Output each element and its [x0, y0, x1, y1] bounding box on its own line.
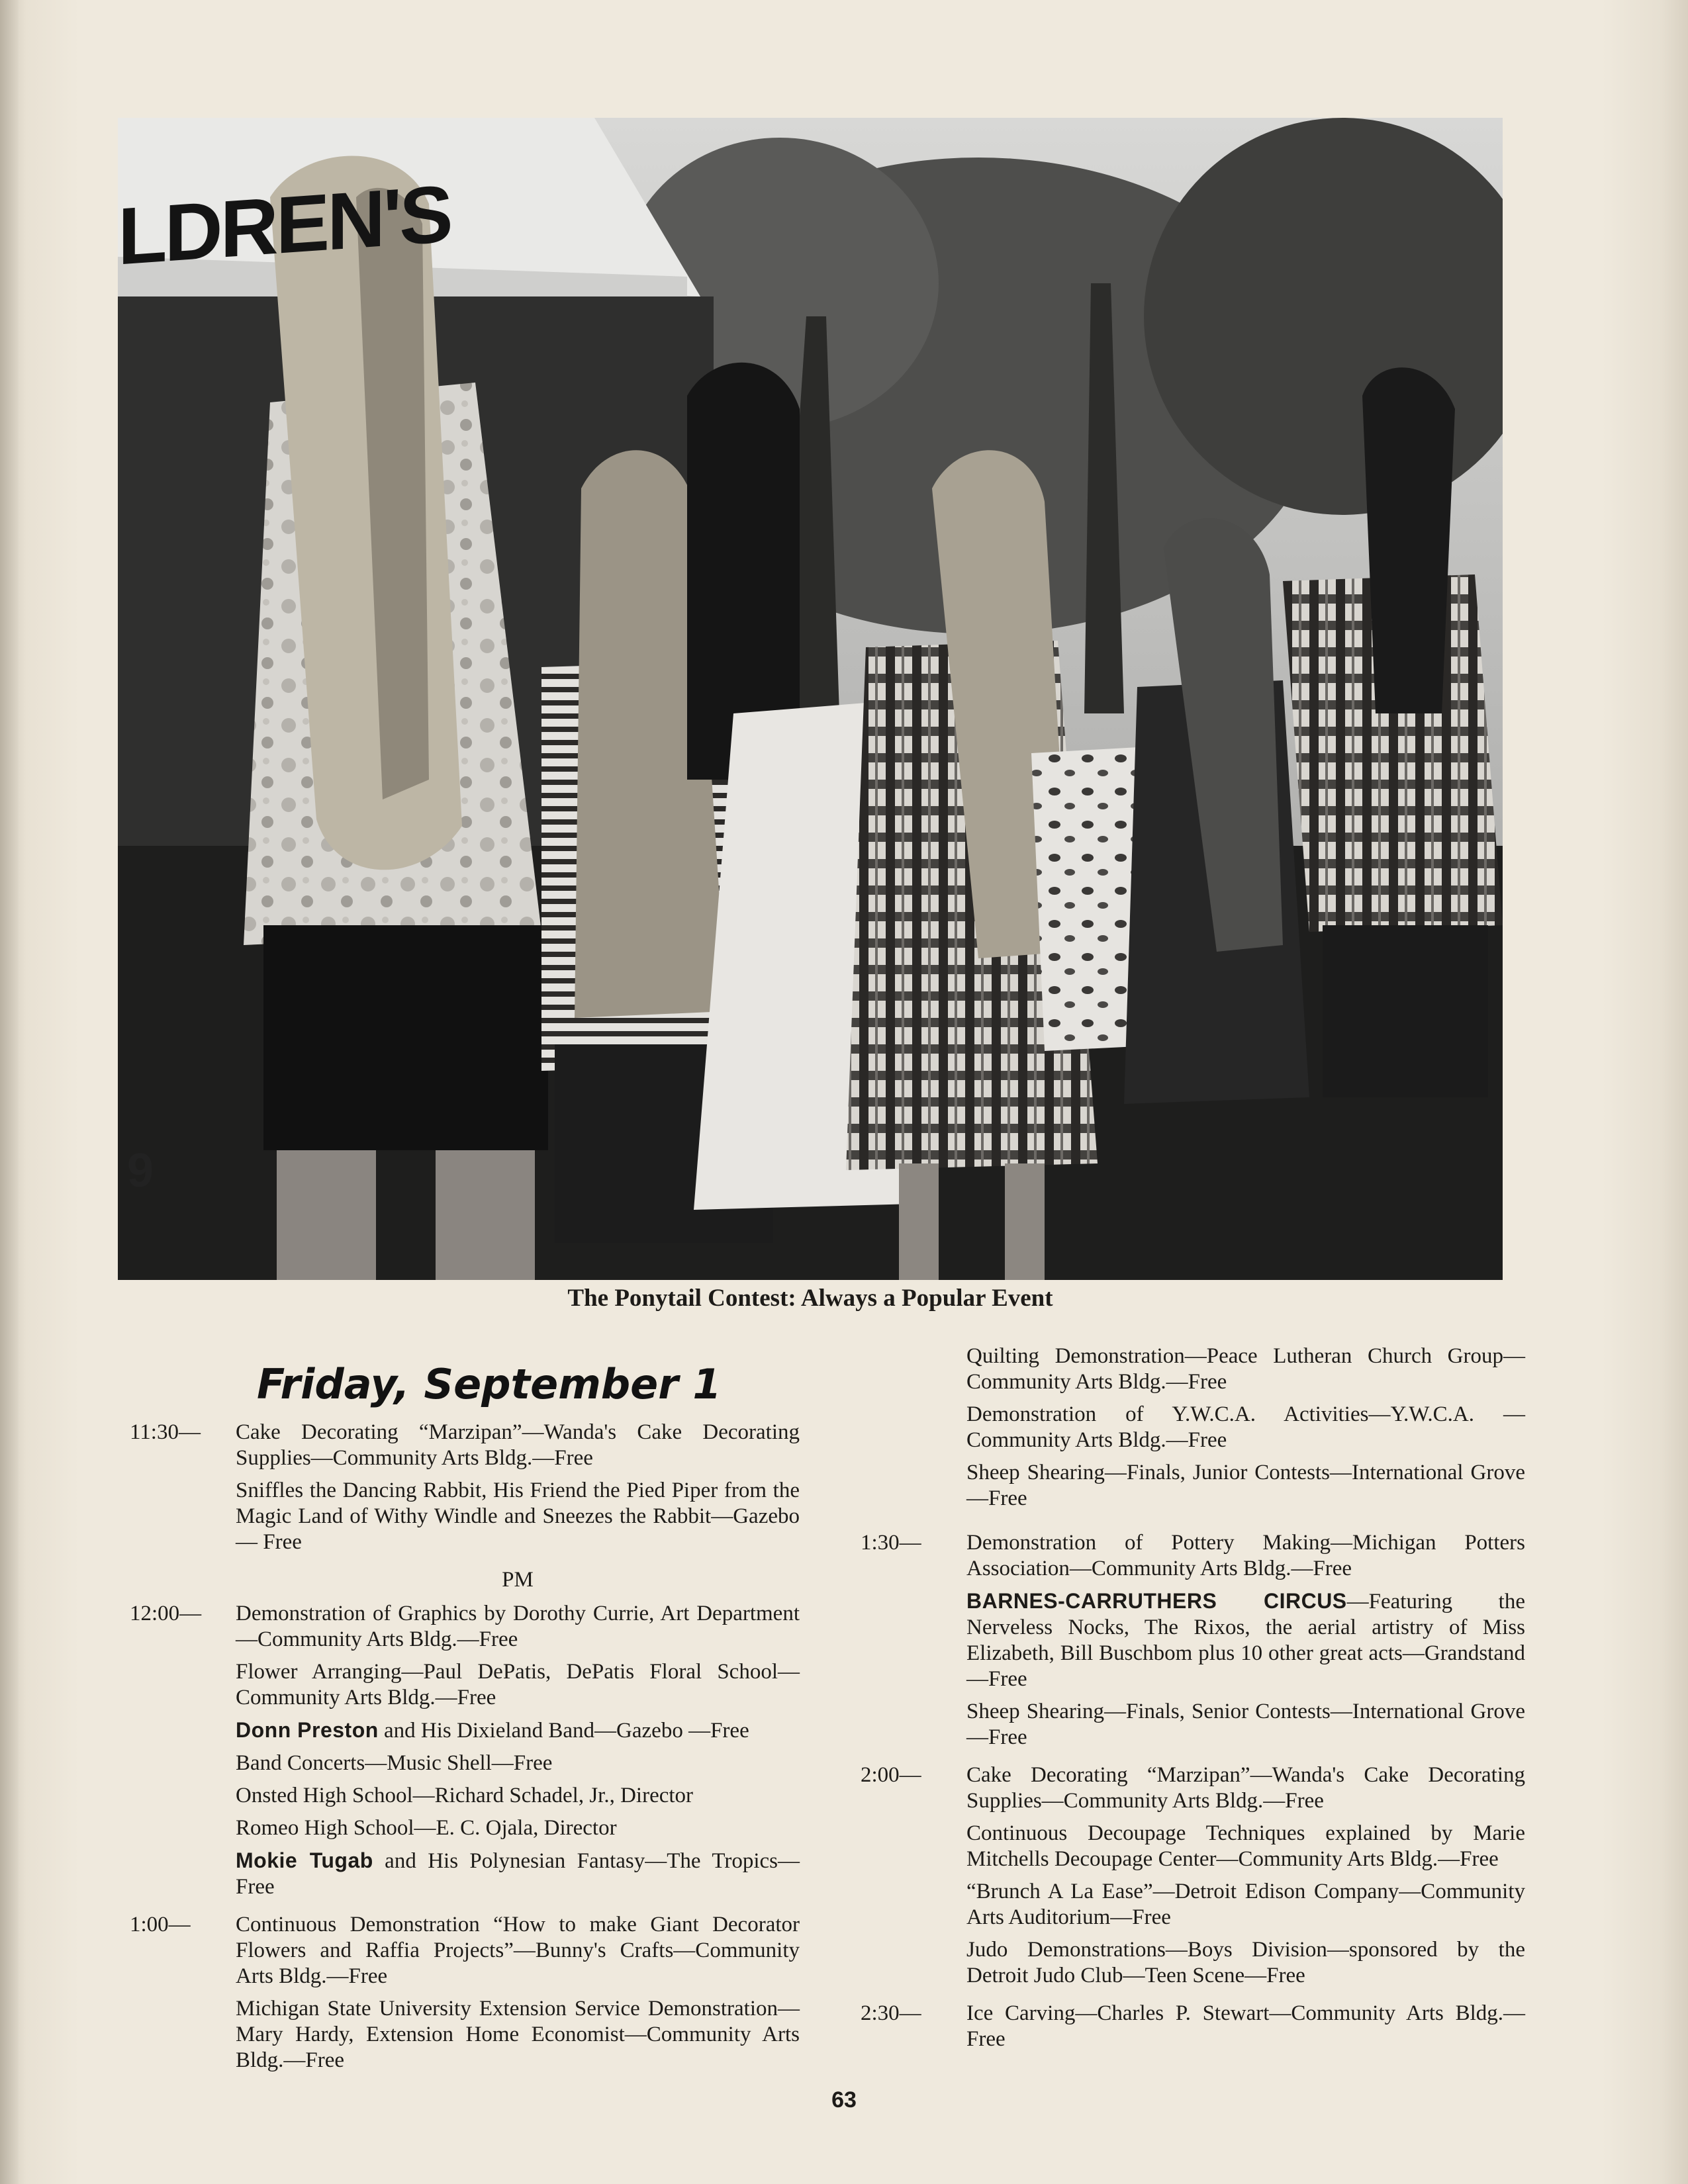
event-item: Sheep Shearing—Finals, Junior Contests—International Grove—Free [966, 1461, 1525, 1510]
event-item: Ice Carving—Charles P. Stewart—Community Arts Bldg.—Free [966, 2001, 1525, 2051]
day-heading: Friday, September 1 [257, 1360, 722, 1408]
event-item: Cake Decorating “Marzipan”—Wanda's Cake Decorating Supplies—Community Arts Bldg.—Free [236, 1420, 800, 1470]
event-detail: —Featuring the Nerveless Nocks, The Rixos, the aerial artistry of Miss Elizabeth, Bill Buschbom plus 10 other great acts—Grandstand—Free [966, 1590, 1525, 1691]
time-label: 11:30— [130, 1420, 201, 1444]
event-item: Band Concerts—Music Shell—Free [236, 1751, 553, 1775]
event-item: Demonstration of Graphics by Dorothy Currie, Art Department—Community Arts Bldg.—Free [236, 1602, 800, 1651]
event-item: Romeo High School—E. C. Ojala, Director [236, 1816, 617, 1840]
event-item: Michigan State University Extension Service Demonstration—Mary Hardy, Extension Home Economist—Community Arts Bldg.—Free [236, 1997, 800, 2072]
event-detail: and His Dixieland Band—Gazebo —Free [378, 1719, 749, 1743]
schedule-right-column [861, 1343, 1525, 2064]
time-label: 1:00— [130, 1913, 191, 1936]
event-item: Flower Arranging—Paul DePatis, DePatis Floral School—Community Arts Bldg.—Free [236, 1660, 800, 1709]
performer-name: Donn Preston [236, 1718, 379, 1742]
childrens-sign-text: LDREN'S [118, 168, 451, 282]
time-slot-1200 [130, 1601, 800, 1900]
event-item: Sniffles the Dancing Rabbit, His Friend the Pied Piper from the Magic Land of Withy Windle and Sneezes the Rabbit—Gazebo— Free [236, 1479, 800, 1554]
event-item [236, 1717, 800, 1744]
performer-name: Mokie Tugab [236, 1848, 373, 1872]
continued-items [966, 1343, 1525, 1512]
schedule-left-column [130, 1420, 800, 2085]
event-item: Continuous Demonstration “How to make Giant Decorator Flowers and Raffia Projects”—Bunny's Crafts—Community Arts Bldg.—Free [236, 1913, 800, 1988]
event-item: Onsted High School—Richard Schadel, Jr., Director [236, 1784, 694, 1807]
event-item: Sheep Shearing—Finals, Senior Contests—International Grove—Free [966, 1700, 1525, 1749]
event-item: Demonstration of Pottery Making—Michigan Potters Association—Community Arts Bldg.—Free [966, 1531, 1525, 1580]
event-item: Demonstration of Y.W.C.A. Activities—Y.W.C.A. —Community Arts Bldg.—Free [966, 1402, 1525, 1452]
time-slot-130 [861, 1530, 1525, 1751]
photo-illustration [118, 118, 1503, 1280]
event-item [236, 1848, 800, 1900]
event-item: “Brunch A La Ease”—Detroit Edison Company—Community Arts Auditorium—Free [966, 1880, 1525, 1929]
binding-shadow [0, 0, 19, 2184]
event-item: Judo Demonstrations—Boys Division—sponsored by the Detroit Judo Club—Teen Scene—Free [966, 1938, 1525, 1987]
time-slot-200 [861, 1762, 1525, 1989]
event-item: Continuous Decoupage Techniques explained by Marie Mitchells Decoupage Center—Community Arts Bldg.—Free [966, 1821, 1525, 1871]
event-item: Cake Decorating “Marzipan”—Wanda's Cake Decorating Supplies—Community Arts Bldg.—Free [966, 1763, 1525, 1813]
time-label: 2:00— [861, 1763, 921, 1787]
ponytail-contest-photo [118, 118, 1503, 1280]
time-slot-230 [861, 2001, 1525, 2052]
time-slot-1130 [130, 1420, 800, 1555]
event-item [966, 1588, 1525, 1692]
time-label: 1:30— [861, 1531, 921, 1555]
time-slot-100 [130, 1912, 800, 2073]
photo-caption: The Ponytail Contest: Always a Popular Event [567, 1285, 1053, 1312]
event-detail: and His Polynesian Fantasy—The Tropics—Free [236, 1849, 800, 1899]
time-label: 12:00— [130, 1602, 202, 1625]
post-number-text: 9 [127, 1144, 154, 1197]
event-item: Quilting Demonstration—Peace Lutheran Church Group—Community Arts Bldg.—Free [966, 1344, 1525, 1394]
performer-name: BARNES-CARRUTHERS CIRCUS [966, 1589, 1347, 1613]
time-label: 2:30— [861, 2001, 921, 2025]
page-number: 63 [831, 2087, 857, 2113]
pm-heading: PM [502, 1568, 534, 1592]
